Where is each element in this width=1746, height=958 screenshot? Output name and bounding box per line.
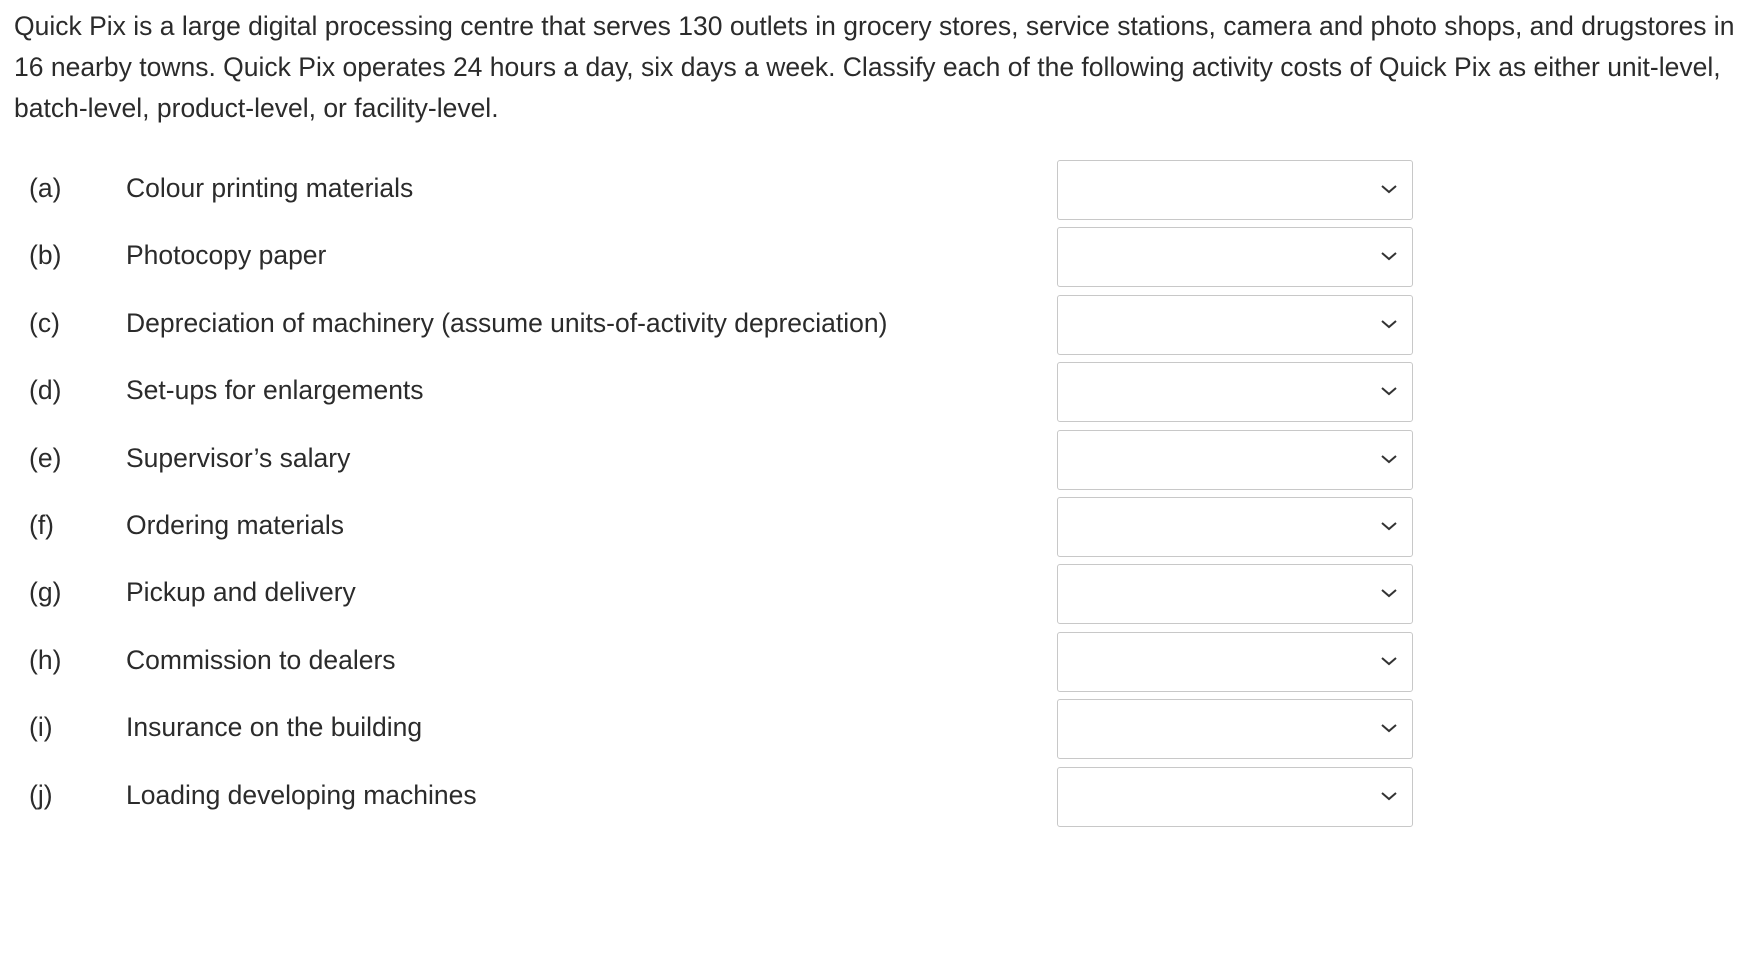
chevron-down-icon — [1380, 586, 1398, 600]
item-label: Depreciation of machinery (assume units-of-activity depreciation) — [126, 307, 888, 338]
chevron-down-icon — [1380, 249, 1398, 263]
item-letter: (b) — [29, 240, 62, 271]
chevron-down-icon — [1380, 384, 1398, 398]
chevron-down-icon — [1380, 452, 1398, 466]
classification-dropdown[interactable] — [1057, 295, 1413, 355]
list-item — [0, 497, 1746, 553]
item-label: Set-ups for enlargements — [126, 375, 424, 406]
item-letter: (c) — [29, 307, 60, 338]
classification-dropdown[interactable] — [1057, 699, 1413, 759]
classification-dropdown[interactable] — [1057, 362, 1413, 422]
chevron-down-icon — [1380, 789, 1398, 803]
chevron-down-icon — [1380, 721, 1398, 735]
list-item — [0, 227, 1746, 283]
classification-dropdown[interactable] — [1057, 430, 1413, 490]
classification-dropdown[interactable] — [1057, 497, 1413, 557]
list-item — [0, 564, 1746, 620]
item-letter: (i) — [29, 712, 53, 743]
chevron-down-icon — [1380, 654, 1398, 668]
item-letter: (d) — [29, 375, 62, 406]
question-text: Quick Pix is a large digital processing centre that serves 130 outlets in grocery stores, service stations, camera and photo shops, and drugstores in 16 nearby towns. Quick Pix operates 24 hours a day, six days a week. Classify each of the following activity costs of Quick Pix as either unit-level, batch-level, product-level, or facility-level. — [14, 11, 1735, 123]
list-item — [0, 295, 1746, 351]
classification-dropdown[interactable] — [1057, 227, 1413, 287]
item-label: Colour printing materials — [126, 173, 414, 203]
item-label: Loading developing machines — [126, 779, 477, 810]
item-letter: (j) — [29, 779, 53, 810]
item-label: Insurance on the building — [126, 712, 423, 743]
list-item — [0, 767, 1746, 823]
list-item — [0, 362, 1746, 418]
list-item — [0, 699, 1746, 755]
list-item — [0, 632, 1746, 688]
item-label: Ordering materials — [126, 510, 344, 540]
item-letter: (g) — [29, 577, 62, 608]
item-letter: (h) — [29, 644, 62, 675]
classification-dropdown[interactable] — [1057, 564, 1413, 624]
classification-dropdown[interactable] — [1057, 767, 1413, 827]
item-label: Supervisor’s salary — [126, 442, 351, 473]
chevron-down-icon — [1380, 519, 1398, 533]
item-letter: (a) — [29, 173, 62, 203]
item-label: Commission to dealers — [126, 644, 396, 675]
chevron-down-icon — [1380, 317, 1398, 331]
item-letter: (f) — [29, 510, 55, 540]
classification-dropdown[interactable] — [1057, 632, 1413, 692]
list-item — [0, 430, 1746, 486]
item-label: Photocopy paper — [126, 240, 327, 271]
item-label: Pickup and delivery — [126, 577, 356, 608]
classification-dropdown[interactable] — [1057, 160, 1413, 220]
chevron-down-icon — [1380, 182, 1398, 196]
item-letter: (e) — [29, 442, 62, 473]
list-item — [0, 160, 1746, 216]
